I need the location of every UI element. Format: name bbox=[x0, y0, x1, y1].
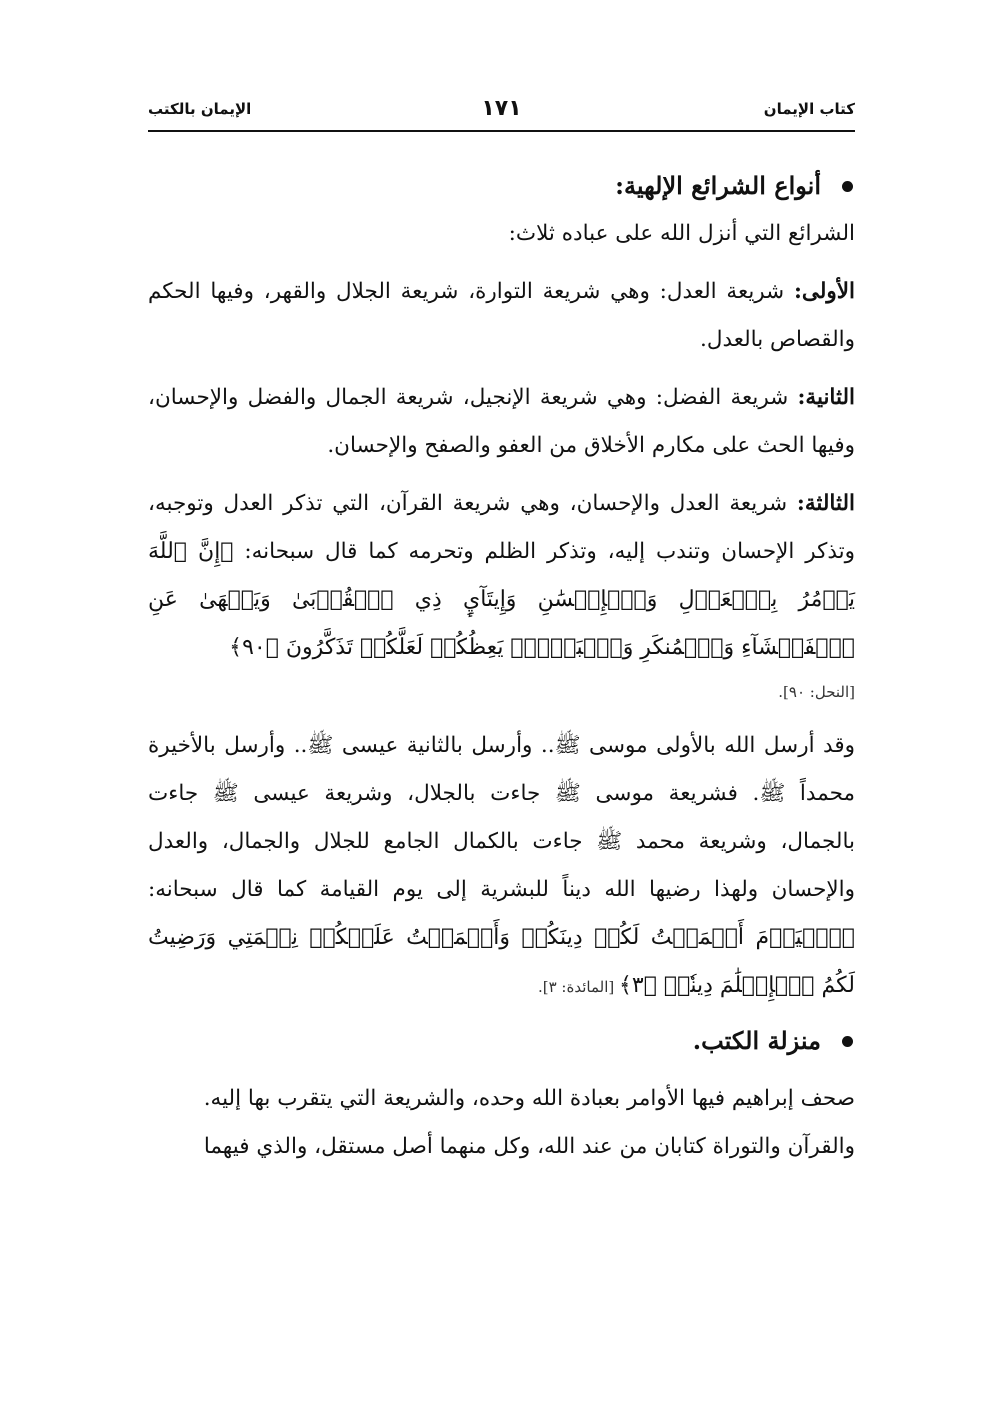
section-heading-books bbox=[148, 1017, 855, 1065]
first-law-label: الأولى: bbox=[793, 279, 855, 304]
quran-verse: ﴿ٱلۡيَوۡمَ أَكۡمَلۡتُ لَكُمۡ دِينَكُمۡ وَأَتۡمَمۡتُ عَلَيۡكُمۡ نِعۡمَتِي وَرَضِيتُ لَكُمُ ٱلۡإِسۡلَٰمَ دِينٗاۚ ﴿٣﴾ bbox=[148, 925, 855, 998]
second-law-label: الثانية: bbox=[797, 385, 855, 410]
quran-verse: ﴿إِنَّ ٱللَّهَ يَأۡمُرُ بِٱلۡعَدۡلِ وَٱلۡإِحۡسَٰنِ وَإِيتَآيِٕ ذِي ٱلۡقُرۡبَىٰ وَيَنۡهَىٰ عَنِ ٱلۡفَحۡشَآءِ وَٱلۡمُنكَرِ وَٱلۡبَغۡيِۚ يَعِظُكُمۡ لَعَلَّكُمۡ تَذَكَّرُونَ ﴿٩٠﴾ bbox=[148, 539, 855, 660]
first-law-text: شريعة العدل: وهي شريعة التوارة، شريعة الجلال والقهر، وفيها الحكم والقصاص بالعدل. bbox=[148, 279, 855, 352]
section-heading-types bbox=[148, 162, 855, 210]
page-header bbox=[148, 96, 855, 132]
page-number: ١٧١ bbox=[481, 96, 522, 121]
third-law-text: شريعة العدل والإحسان، وهي شريعة القرآن، التي تذكر العدل وتوجبه، وتذكر الإحسان وتندب إليه، وتذكر الظلم وتحرمه كما قال سبحانه: bbox=[148, 491, 855, 564]
bullet-icon bbox=[842, 1036, 853, 1047]
verse-reference: [المائدة: ٣]. bbox=[537, 978, 619, 996]
second-law-text: شريعة الفضل: وهي شريعة الإنجيل، شريعة الجمال والفضل والإحسان، وفيها الحث على مكارم الأخلاق من العفو والصفح والإحسان. bbox=[148, 385, 855, 458]
bullet-icon bbox=[842, 181, 853, 192]
page-body bbox=[148, 162, 855, 1171]
header-book-title: كتاب الإيمان bbox=[763, 100, 855, 118]
second-law-paragraph bbox=[148, 374, 855, 470]
header-chapter-title: الإيمان بالكتب bbox=[148, 100, 252, 118]
third-law-label: الثالثة: bbox=[796, 491, 855, 516]
section-title: منزلة الكتب. bbox=[692, 1026, 821, 1055]
verse-reference: [النحل: ٩٠]. bbox=[778, 683, 855, 701]
intro-paragraph: الشرائع التي أنزل الله على عباده ثلاث: bbox=[508, 221, 855, 246]
third-law-paragraph bbox=[148, 480, 855, 672]
messengers-paragraph bbox=[148, 722, 855, 1011]
books-line: والقرآن والتوراة كتابان من عند الله، وكل منهما أصل مستقل، والذي فيهما bbox=[203, 1134, 855, 1159]
first-law-paragraph bbox=[148, 268, 855, 364]
section-title: أنواع الشرائع الإلهية: bbox=[615, 171, 821, 200]
messengers-text: وقد أرسل الله بالأولى موسى ﷺ.. وأرسل بالثانية عيسى ﷺ.. وأرسل بالأخيرة محمداً ﷺ. فشريعة موسى ﷺ جاءت بالجلال، وشريعة عيسى ﷺ جاءت بالجمال، وشريعة محمد ﷺ جاءت بالكمال الجامع للجلال والجمال، والعدل والإحسان ولهذا رضيها الله ديناً للبشرية إلى يوم القيامة كما قال سبحانه: bbox=[148, 733, 855, 902]
books-line: صحف إبراهيم فيها الأوامر بعبادة الله وحده، والشريعة التي يتقرب بها إليه. bbox=[203, 1086, 855, 1111]
